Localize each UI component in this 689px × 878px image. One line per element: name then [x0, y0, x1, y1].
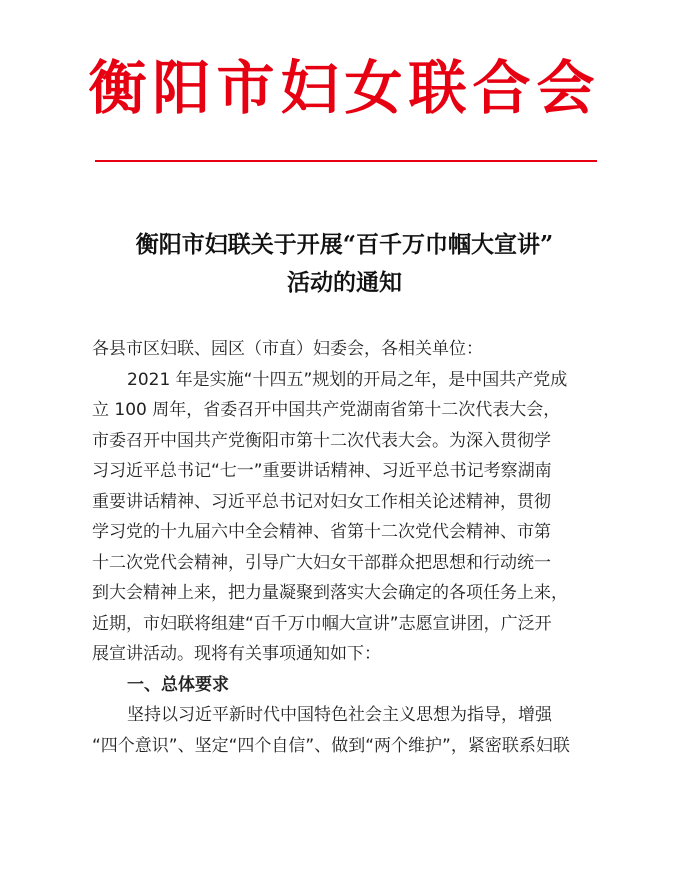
red-divider-line: [95, 160, 597, 162]
paragraph-1-line: 习习近平总书记“七一”重要讲话精神、习近平总书记考察湖南: [92, 461, 552, 481]
notice-title: [60, 226, 629, 302]
paragraph-1-line: 展宣讲活动。现将有关事项通知如下：: [92, 644, 381, 664]
paragraph-1-line: 市委召开中国共产党衡阳市第十二次代表大会。为深入贯彻学: [92, 430, 551, 451]
paragraph-1-line: 立 100 周年，省委召开中国共产党湖南省第十二次代表大会，: [92, 400, 561, 420]
addressee-line: 各县市区妇联、园区（市直）妇委会，各相关单位：: [92, 339, 483, 359]
paragraph-2-line: “四个意识”、坚定“四个自信”、做到“两个维护”，紧密联系妇联: [92, 735, 570, 756]
paragraph-1-line: 近期，市妇联将组建“百千万巾帼大宣讲”志愿宣讲团，广泛开: [92, 613, 552, 634]
section-heading: 一、总体要求: [127, 674, 229, 695]
paragraph-2-line: 坚持以习近平新时代中国特色社会主义思想为指导，增强: [127, 705, 552, 725]
notice-body: [92, 334, 607, 761]
masthead-title: 衡阳市妇女联合会: [88, 54, 601, 122]
notice-title-line-2: 活动的通知: [287, 269, 402, 296]
paragraph-1-line: 学习党的十九届六中全会精神、省第十二次党代会精神、市第: [92, 522, 551, 542]
paragraph-1-line: 2021 年是实施“十四五”规划的开局之年，是中国共产党成: [127, 369, 568, 390]
paragraph-1-line: 十二次党代会精神，引导广大妇女干部群众把思想和行动统一: [92, 552, 551, 573]
paragraph-1-line: 重要讲话精神、习近平总书记对妇女工作相关论述精神，贯彻: [92, 491, 551, 512]
paragraph-1-line: 到大会精神上来，把力量凝聚到落实大会确定的各项任务上来，: [92, 583, 568, 603]
notice-title-line-1: 衡阳市妇联关于开展“百千万巾帼大宣讲”: [135, 231, 554, 258]
